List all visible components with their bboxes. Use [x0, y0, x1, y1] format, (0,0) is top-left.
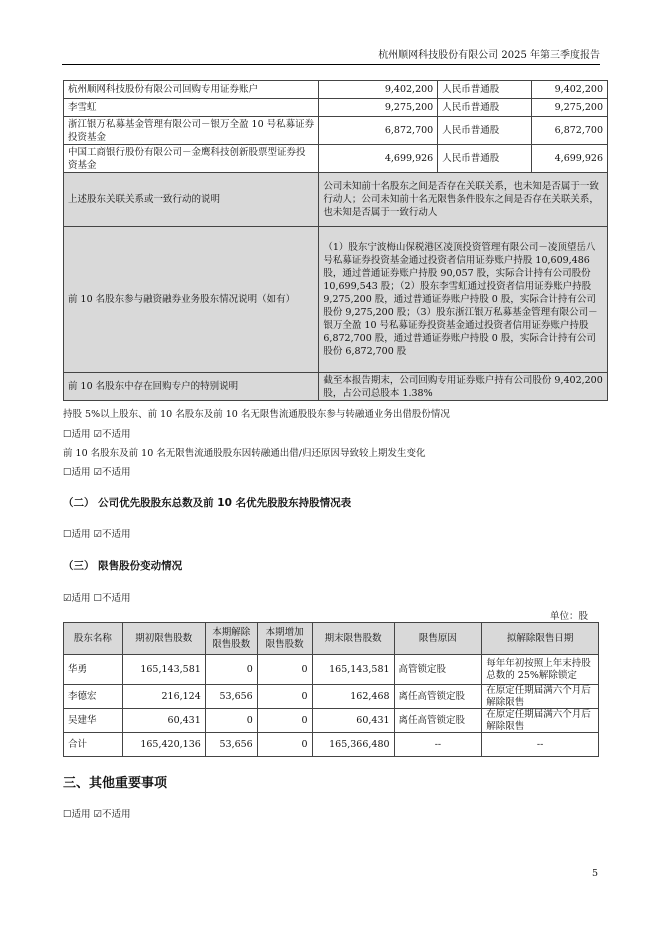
- change-choice: ☐适用 ☑不适用: [63, 467, 131, 478]
- holder-name: 合计: [64, 733, 123, 757]
- report-header-title: 杭州顺网科技股份有限公司 2025 年第三季度报告: [378, 50, 600, 61]
- part3-choice: ☐适用 ☑不适用: [63, 809, 131, 820]
- header-divider: [62, 64, 600, 65]
- unit-label: 单位：股: [549, 611, 588, 622]
- margin-trading-label: 前 10 名股东参与融资融券业务股东情况说明（如有）: [64, 227, 319, 373]
- release-date: 在原定任期届满六个月后解除限售: [482, 709, 599, 733]
- relation-text: 公司未知前十名股东之间是否存在关联关系，也未知是否属于一致行动人；公司未知前十名无限售条件股东之间是否存在关联关系，也未知是否属于一致行动人: [319, 173, 608, 227]
- part3-heading: 三、其他重要事项: [63, 776, 168, 791]
- share-amount: 4,699,926: [319, 145, 438, 173]
- top-shareholders-table: [63, 80, 608, 401]
- holder-name: 吴建华: [64, 709, 123, 733]
- released: 0: [205, 655, 257, 685]
- release-date: 在原定任期届满六个月后解除限售: [482, 685, 599, 709]
- column-header: 本期增加限售股数: [257, 623, 312, 655]
- share-count: 9,402,200: [532, 81, 608, 99]
- share-type: 人民币普通股: [438, 99, 532, 117]
- closing-restricted: 60,431: [312, 709, 394, 733]
- table-row: [64, 709, 599, 733]
- holder-name: 李德宏: [64, 685, 123, 709]
- section3-heading: （三） 限售股份变动情况: [63, 560, 183, 572]
- added: 0: [257, 733, 312, 757]
- opening-restricted: 60,431: [122, 709, 205, 733]
- column-header: 限售原因: [394, 623, 482, 655]
- page-number: 5: [591, 868, 598, 879]
- added: 0: [257, 685, 312, 709]
- share-type: 人民币普通股: [438, 81, 532, 99]
- column-header: 本期解除限售股数: [205, 623, 257, 655]
- section2-choice: ☐适用 ☑不适用: [63, 529, 131, 540]
- restriction-reason: 离任高管锁定股: [394, 709, 482, 733]
- table-row: [64, 373, 608, 401]
- table-row: [64, 685, 599, 709]
- restriction-reason: 高管锁定股: [394, 655, 482, 685]
- share-amount: 9,402,200: [319, 81, 438, 99]
- table-row: [64, 655, 599, 685]
- share-count: 4,699,926: [532, 145, 608, 173]
- change-text: 前 10 名股东及前 10 名无限售流通股股东因转融通出借/归还原因导致较上期发生变化: [63, 448, 426, 459]
- shareholder-name: 浙江银万私募基金管理有限公司－银万全盈 10 号私募证券投资基金: [64, 117, 319, 145]
- released: 0: [205, 709, 257, 733]
- share-amount: 6,872,700: [319, 117, 438, 145]
- share-count: 6,872,700: [532, 117, 608, 145]
- table-row: [64, 145, 608, 173]
- section2-heading: （二） 公司优先股股东总数及前 10 名优先股股东持股情况表: [63, 497, 352, 509]
- repurchase-text: 截至本报告期末，公司回购专用证券账户持有公司股份 9,402,200 股，占公司总股本 1.38%: [319, 373, 608, 401]
- added: 0: [257, 709, 312, 733]
- closing-restricted: 165,143,581: [312, 655, 394, 685]
- share-count: 9,275,200: [532, 99, 608, 117]
- added: 0: [257, 655, 312, 685]
- table-row: [64, 227, 608, 373]
- table-row: [64, 173, 608, 227]
- relation-label: 上述股东关联关系或一致行动的说明: [64, 173, 319, 227]
- column-header: 拟解除限售日期: [482, 623, 599, 655]
- shareholder-name: 杭州顺网科技股份有限公司回购专用证券账户: [64, 81, 319, 99]
- margin-trading-text: （1）股东宁波梅山保税港区凌顶投资管理有限公司－凌顶望岳八号私募证券投资基金通过投资者信用证券账户持股 10,609,486 股，通过普通证券账户持股 90,057 股，实际合计持有公司股份 10,699,543 股；（2）股东李雪虹通过投资者信用证券账户持股 9,275,200 股，通过普通证券账户持股 0 股，实际合计持有公司股份 9,275,200 股；（3）股东浙江银万私募基金管理有限公司－银万全盈 10 号私募证券投资基金通过投资者信用证券账户持股 6,872,700 股，通过普通证券账户持股 0 股，实际合计持有公司股份 6,872,700 股: [319, 227, 608, 373]
- lending-text: 持股 5%以上股东、前 10 名股东及前 10 名无限售流通股股东参与转融通业务出借股份情况: [63, 409, 450, 420]
- table-total-row: [64, 733, 599, 757]
- table-row: [64, 81, 608, 99]
- release-date: 每年年初按照上年末持股总数的 25%解除锁定: [482, 655, 599, 685]
- column-header: 期末限售股数: [312, 623, 394, 655]
- released: 53,656: [205, 685, 257, 709]
- lending-choice: ☐适用 ☑不适用: [63, 429, 131, 440]
- shareholder-name: 中国工商银行股份有限公司－金鹰科技创新股票型证券投资基金: [64, 145, 319, 173]
- share-amount: 9,275,200: [319, 99, 438, 117]
- column-header: 股东名称: [64, 623, 123, 655]
- repurchase-label: 前 10 名股东中存在回购专户的特别说明: [64, 373, 319, 401]
- opening-restricted: 216,124: [122, 685, 205, 709]
- closing-restricted: 165,366,480: [312, 733, 394, 757]
- section3-choice: ☑适用 ☐不适用: [63, 593, 131, 604]
- table-row: [64, 99, 608, 117]
- holder-name: 华勇: [64, 655, 123, 685]
- shareholder-name: 李雪虹: [64, 99, 319, 117]
- opening-restricted: 165,420,136: [122, 733, 205, 757]
- released: 53,656: [205, 733, 257, 757]
- release-date: --: [482, 733, 599, 757]
- share-type: 人民币普通股: [438, 117, 532, 145]
- restricted-shares-table: [63, 622, 599, 757]
- table-header-row: [64, 623, 599, 655]
- closing-restricted: 162,468: [312, 685, 394, 709]
- restriction-reason: 离任高管锁定股: [394, 685, 482, 709]
- table-row: [64, 117, 608, 145]
- opening-restricted: 165,143,581: [122, 655, 205, 685]
- share-type: 人民币普通股: [438, 145, 532, 173]
- restriction-reason: --: [394, 733, 482, 757]
- column-header: 期初限售股数: [122, 623, 205, 655]
